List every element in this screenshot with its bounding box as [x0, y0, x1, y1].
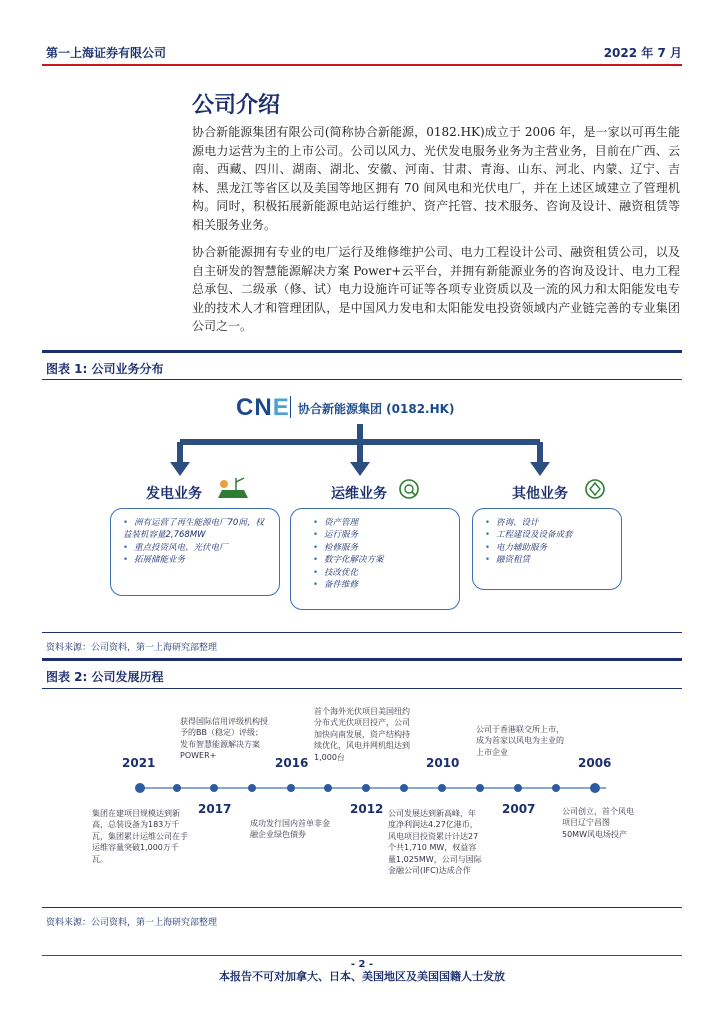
section-title: 公司介绍 — [192, 92, 281, 118]
biz-item: • 电力辅助服务 — [485, 542, 613, 554]
year-2012: 2012 — [350, 802, 384, 816]
year-2007: 2007 — [502, 802, 536, 816]
timeline-dot — [476, 784, 484, 792]
biz-title-om: 运维业务 — [331, 486, 387, 502]
biz-item: • 工程建设及设备成套 — [485, 529, 613, 541]
biz-item: • 融资租赁 — [485, 554, 613, 566]
timeline-dot — [173, 784, 181, 792]
biz-item: • 洲有运营了再生能源电厂70间，权益装机容量2,768MW — [123, 517, 271, 542]
year-2006: 2006 — [578, 756, 612, 770]
timeline-dot — [248, 784, 256, 792]
biz-item: • 备件维修 — [313, 579, 451, 591]
footer-divider — [42, 955, 682, 956]
event-2010: 公司发展达到新高峰，年度净利润达4.27亿港币，风电项目投资累计计达27个共1,710 MW，权益容量1,025MW，公司与国际金融公司(IFC)达成合作 — [388, 809, 482, 876]
figure2-source: 资料来源：公司资料，第一上海研究部整理 — [46, 918, 218, 928]
company-name: 协合新能源集团 (0182.HK) — [298, 402, 455, 416]
figure1-bottom-rule — [42, 632, 682, 633]
event-2012: 首个海外光伏项目美国纽约分布式光伏项目投产，公司加快向南发展，资产结构持续优化，风电并网机组达到1,000台 — [314, 707, 410, 762]
event-2016: 成功发行国内首单非金融企业绿色债券 — [250, 819, 330, 840]
footer-disclaimer: 本报告不可对加拿大、日本、美国地区及美国国籍人士发放 — [219, 970, 505, 983]
year-2017: 2017 — [198, 802, 232, 816]
figure1-source: 资料来源：公司资料，第一上海研究部整理 — [46, 643, 218, 653]
timeline-dot — [324, 784, 332, 792]
page-number: - 2 - — [350, 959, 374, 970]
timeline-dot — [287, 784, 295, 792]
biz-item: • 资产管理 — [313, 517, 451, 529]
biz-box-other — [472, 508, 622, 590]
timeline-dot — [210, 784, 218, 792]
biz-item: • 技改优化 — [313, 567, 451, 579]
cne-logo: CNE — [236, 394, 290, 421]
year-2021: 2021 — [122, 756, 156, 770]
gear-search-icon — [398, 478, 420, 500]
timeline-dot — [514, 784, 522, 792]
timeline-dot — [362, 784, 370, 792]
figure2-title-rule — [42, 688, 682, 689]
biz-item: • 运行服务 — [313, 529, 451, 541]
diamond-icon — [584, 478, 606, 500]
intro-paragraph-1: 协合新能源集团有限公司(简称协合新能源，0182.HK)成立于 2006 年，是一家以可再生能源电力运营为主的上市公司。公司以风力、光伏发电服务业务为主营业务，目前在广西、云南、西藏、四川、湖南、湖北、安徽、河南、甘肃、青海、山东、河北、内蒙、辽宁、吉林、黑龙江等省区以及美国等地区拥有 70 间风电和光伏电厂，并在上述区域建立了管理机构。同时，积极拓展新能源电站运行维护、资产托管、技术服务、咨询及设计、融资租赁等相关服务业务。 — [192, 125, 680, 232]
figure1-top-rule — [42, 350, 682, 353]
biz-title-power: 发电业务 — [146, 486, 202, 502]
figure2-top-rule — [42, 658, 682, 661]
solar-wind-icon — [214, 476, 252, 502]
biz-title-other: 其他业务 — [512, 486, 568, 502]
biz-item: • 重点投资风电、光伏电厂 — [123, 542, 271, 554]
biz-box-om — [290, 508, 460, 610]
biz-item: • 检修服务 — [313, 542, 451, 554]
biz-item: • 拓展储能业务 — [123, 554, 271, 566]
event-2006: 公司创立，首个风电项目辽宁昌图50MW风电场投产 — [562, 807, 634, 839]
timeline-axis — [136, 787, 606, 789]
figure1-title: 图表 1: 公司业务分布 — [46, 362, 164, 376]
intro-paragraph-2: 协合新能源拥有专业的电厂运行及维修维护公司、电力工程设计公司、融资租赁公司，以及自主研发的智慧能源解决方案 Power+云平台，并拥有新能源业务的咨询及设计、电力工程总承包、二级承（修、试）电力设施许可证等各项专业资质以及一流的风力和太阳能发电专业的技术人才和管理团队，是中国风力发电和太阳能发电投资领域内产业链完善的专业集团公司之一。 — [192, 245, 680, 334]
biz-item: • 咨询、设计 — [485, 517, 613, 529]
header-divider — [42, 64, 682, 66]
figure2-title: 图表 2: 公司发展历程 — [46, 670, 164, 684]
biz-item: • 数字化解决方案 — [313, 554, 451, 566]
timeline-dot — [438, 784, 446, 792]
header-company: 第一上海证券有限公司 — [46, 46, 167, 60]
business-tree-connector — [160, 424, 560, 480]
figure2-bottom-rule — [42, 907, 682, 908]
figure1-title-rule — [42, 379, 682, 380]
logo-separator — [290, 396, 291, 418]
event-2007: 公司于香港联交所上市，成为首家以风电为主业的上市企业 — [476, 725, 564, 757]
year-2016: 2016 — [275, 756, 309, 770]
timeline-dot — [590, 783, 600, 793]
timeline-dot — [135, 783, 145, 793]
timeline-dot — [552, 784, 560, 792]
year-2010: 2010 — [426, 756, 460, 770]
event-2017: 获得国际信用评级机构授予的BB（稳定）评级；发布智慧能源解决方案POWER+ — [180, 717, 268, 761]
header-date: 2022 年 7 月 — [603, 46, 682, 60]
event-2021: 集团在建项目规模达到新高，总装设备为183万千瓦，集团累计运维公司在手运维容量突破1,000万千瓦。 — [92, 809, 188, 864]
timeline-dot — [400, 784, 408, 792]
biz-box-power — [110, 508, 280, 596]
